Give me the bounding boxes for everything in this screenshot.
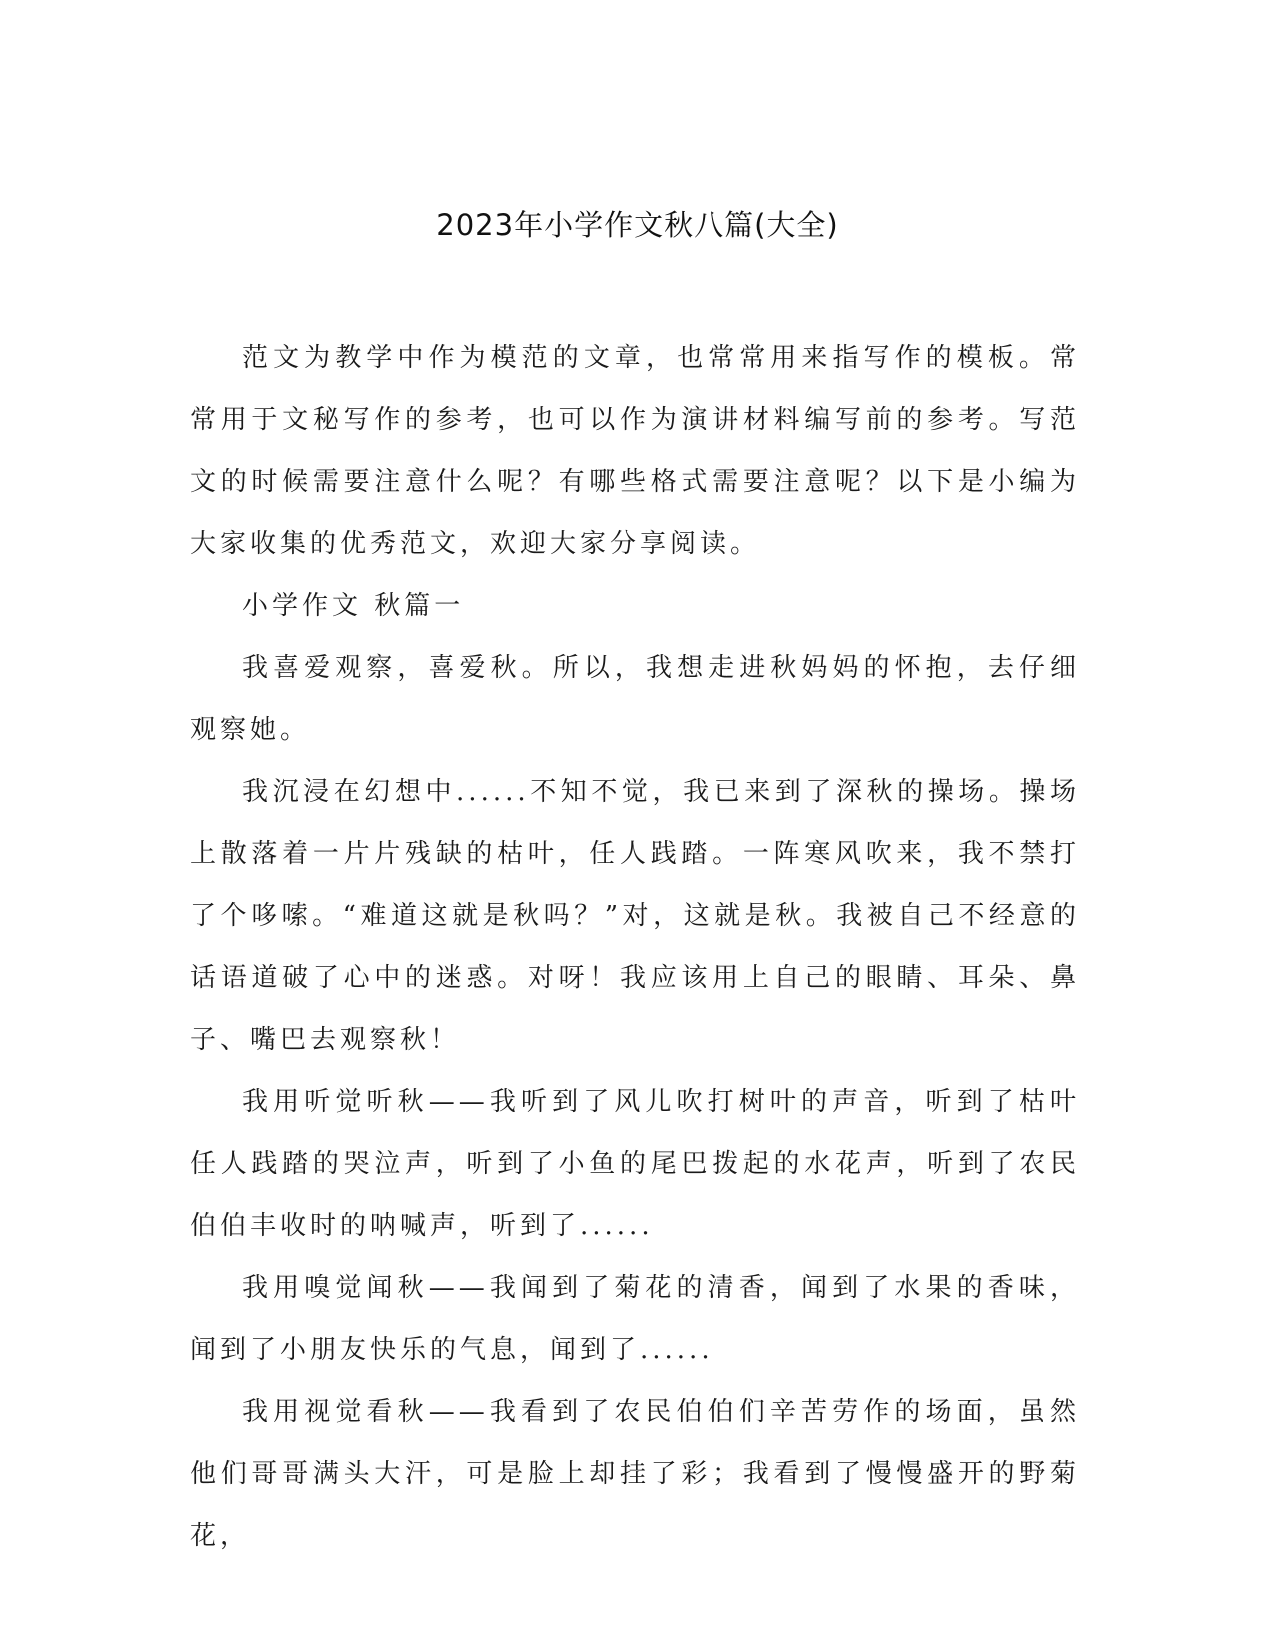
body-paragraph: 我喜爱观察，喜爱秋。所以，我想走进秋妈妈的怀抱，去仔细观察她。 [190, 653, 1080, 745]
body-paragraph: 我用嗅觉闻秋——我闻到了菊花的清香，闻到了水果的香味，闻到了小朋友快乐的气息，闻到了...... [190, 1273, 1080, 1365]
intro-paragraph: 范文为教学中作为模范的文章，也常常用来指写作的模板。常常用于文秘写作的参考，也可以作为演讲材料编写前的参考。写范文的时候需要注意什么呢？有哪些格式需要注意呢？以下是小编为大家收集的优秀范文，欢迎大家分享阅读。 [190, 343, 1080, 559]
section-heading: 小学作文 秋篇一 [242, 591, 465, 621]
body-paragraph: 我用视觉看秋——我看到了农民伯伯们辛苦劳作的场面，虽然他们哥哥满头大汗，可是脸上却挂了彩；我看到了慢慢盛开的野菊花， [190, 1397, 1080, 1551]
body-paragraph: 我沉浸在幻想中......不知不觉，我已来到了深秋的操场。操场上散落着一片片残缺的枯叶，任人践踏。一阵寒风吹来，我不禁打了个哆嗦。“难道这就是秋吗？”对，这就是秋。我被自己不经意的话语道破了心中的迷惑。对呀！我应该用上自己的眼睛、耳朵、鼻子、嘴巴去观察秋！ [190, 777, 1080, 1055]
body-paragraph: 我用听觉听秋——我听到了风儿吹打树叶的声音，听到了枯叶任人践踏的哭泣声，听到了小鱼的尾巴拨起的水花声，听到了农民伯伯丰收时的呐喊声，听到了...... [190, 1087, 1080, 1241]
document-body [190, 327, 1080, 1567]
document-title: 2023年小学作文秋八篇(大全) [436, 208, 839, 242]
